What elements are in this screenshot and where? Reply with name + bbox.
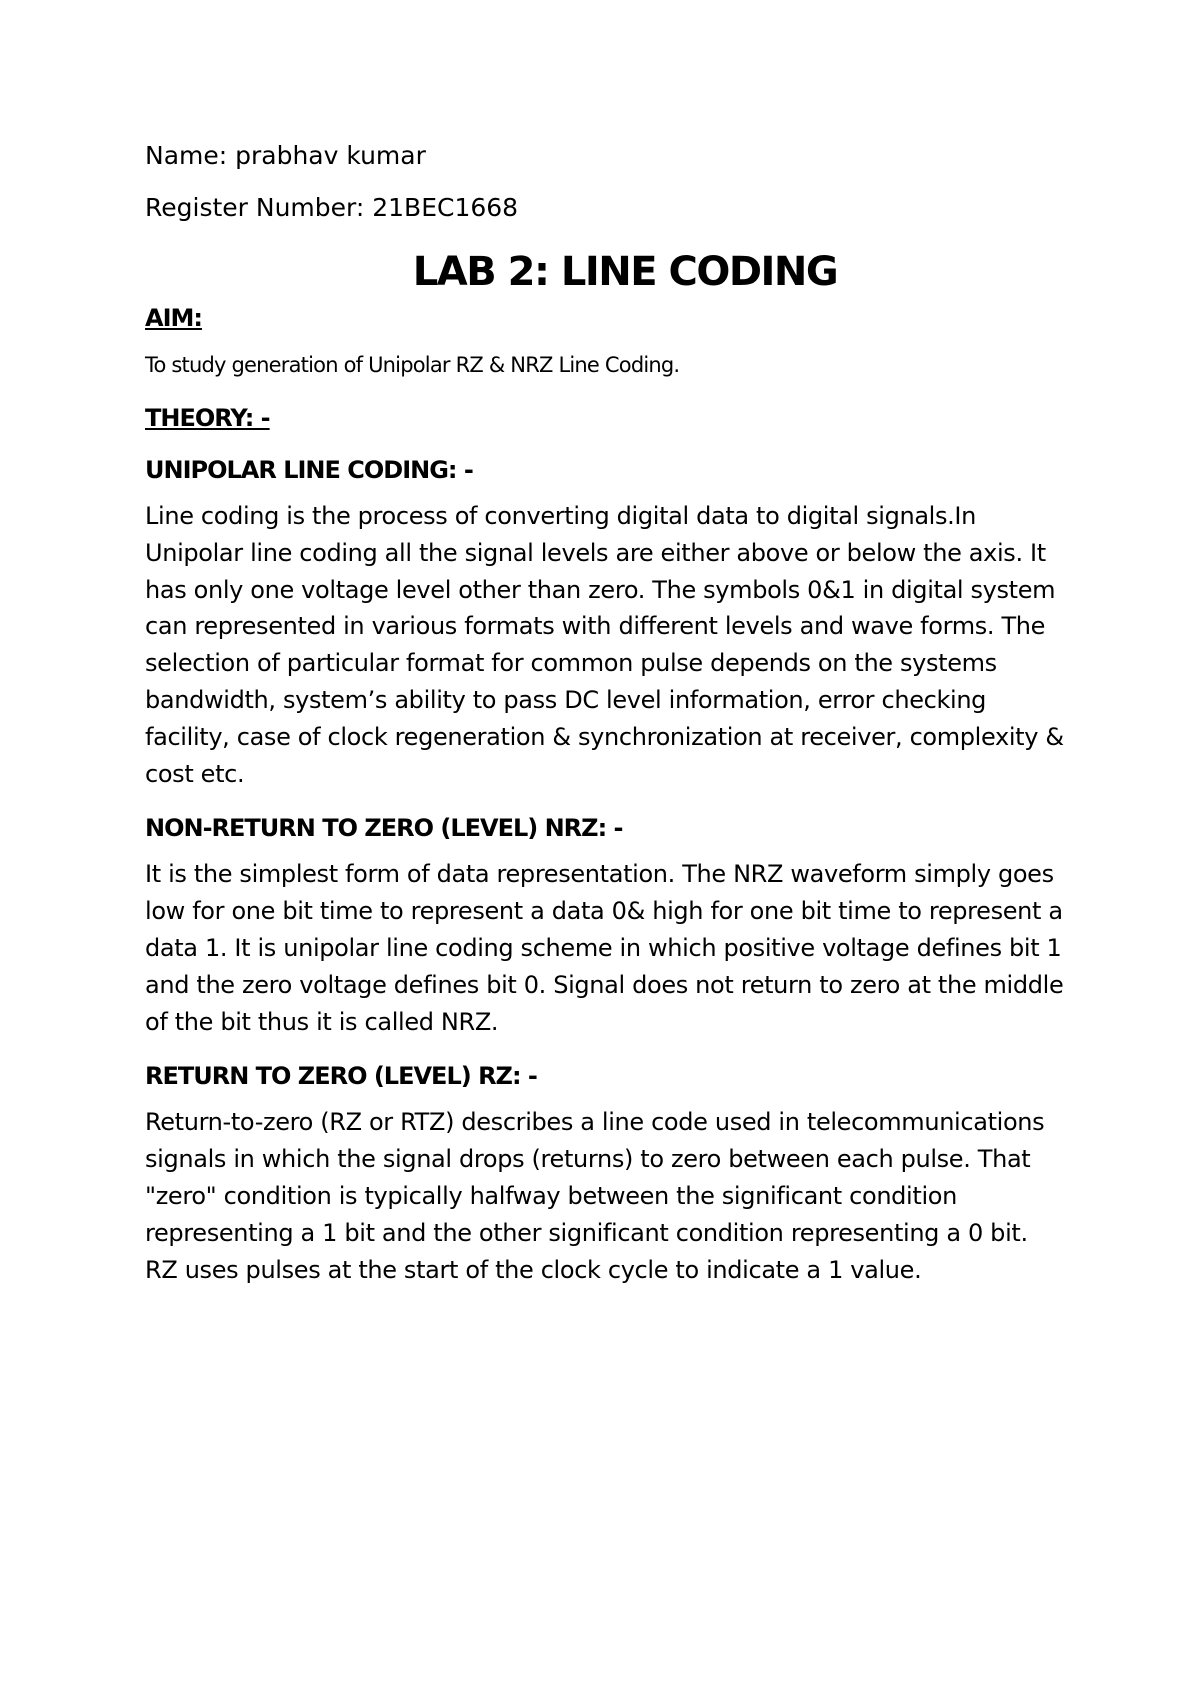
page-title: LAB 2: LINE CODING <box>412 249 838 295</box>
aim-heading: AIM: <box>145 304 202 332</box>
section-unipolar <box>145 454 1065 792</box>
section-rz <box>145 1060 1065 1288</box>
section-nrz <box>145 812 1065 1040</box>
register-number: Register Number: 21BEC1668 <box>145 193 519 222</box>
section-body: It is the simplest form of data representation. The NRZ waveform simply goes low for one bit time to represent a data 0& high for one bit time to represent a data 1. It is unipolar line coding scheme in which positive voltage defines bit 1 and the zero voltage defines bit 0. Signal does not return to zero at the middle of the bit thus it is called NRZ. <box>145 860 1064 1036</box>
section-body: Return-to-zero (RZ or RTZ) describes a line code used in telecommunications signals in which the signal drops (returns) to zero between each pulse. That "zero" condition is typically halfway between the significant condition representing a 1 bit and the other significant condition representing a 0 bit. RZ uses pulses at the start of the clock cycle to indicate a 1 value. <box>145 1108 1045 1284</box>
section-heading: UNIPOLAR LINE CODING: - <box>145 456 473 484</box>
theory-heading: THEORY: - <box>145 404 270 432</box>
section-heading: NON-RETURN TO ZERO (LEVEL) NRZ: - <box>145 814 623 843</box>
section-heading: RETURN TO ZERO (LEVEL) RZ: - <box>145 1062 537 1091</box>
student-name: Name: prabhav kumar <box>145 141 426 170</box>
aim-text: To study generation of Unipolar RZ & NRZ Line Coding. <box>145 353 680 377</box>
section-body: Line coding is the process of converting digital data to digital signals.In Unipolar line coding all the signal levels are either above or below the axis. It has only one voltage level other than zero. The symbols 0&1 in digital system can represented in various formats with different levels and wave forms. The selection of particular format for common pulse depends on the systems bandwidth, system’s ability to pass DC level information, error checking facility, case of clock regeneration & synchronization at receiver, complexity & cost etc. <box>145 502 1064 788</box>
document-content <box>145 140 1065 1288</box>
